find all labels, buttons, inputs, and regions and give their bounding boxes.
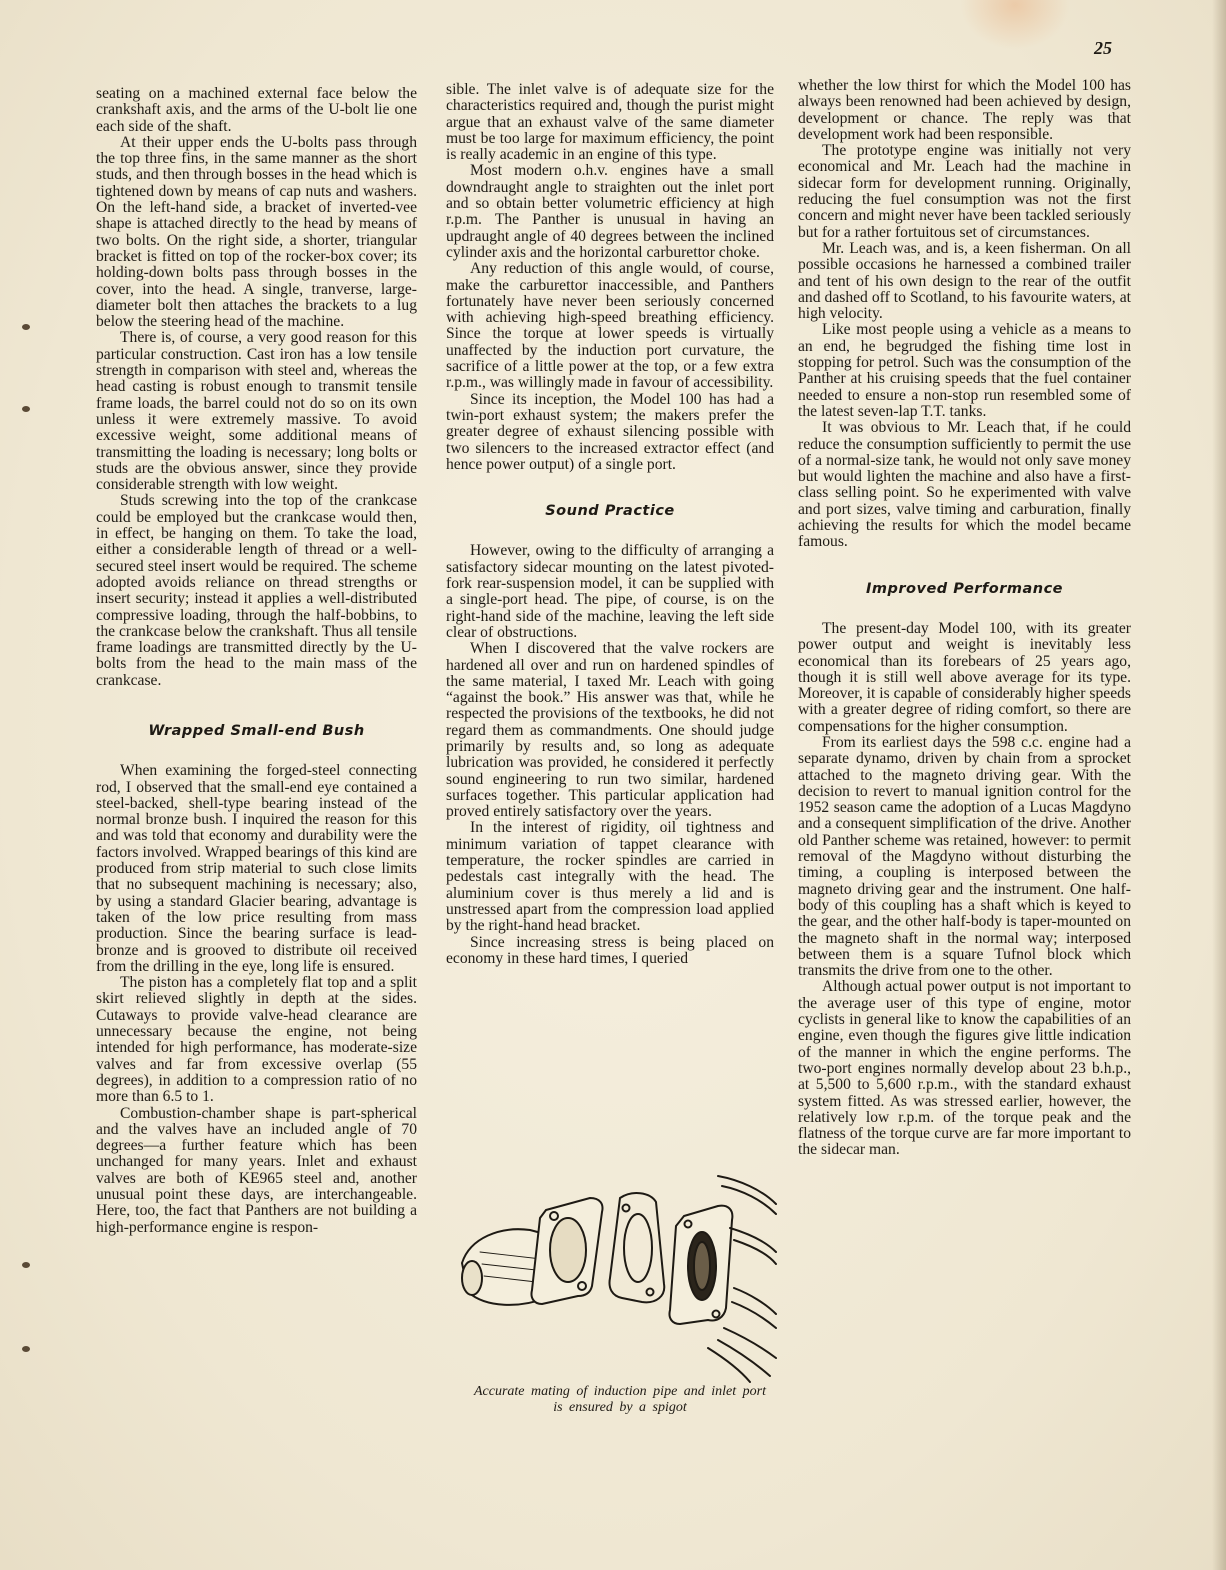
induction-pipe-illustration <box>450 1168 780 1383</box>
paragraph: There is, of course, a very good reason for this particular construction. Cast iron has a low tensile strength in comparison with steel and, whereas the head casting is robust enough to transmit tensile frame loads, the barrel could not do so on its own unless it were extremely massive. To avoid excessive weight, some additional means of transmitting the loading is necessary; long bolts or studs are the obvious answer, since they provide considerable strength with low weight. <box>96 329 417 494</box>
binding-hole-mark <box>22 406 30 412</box>
column-2 <box>446 82 774 967</box>
page-number: 25 <box>1094 38 1112 58</box>
binding-hole-mark <box>22 1262 30 1268</box>
paper-stain <box>960 0 1070 50</box>
paragraph: Like most people using a vehicle as a means to an end, he begrudged the fishing time lost in stopping for petrol. Such was the consumption of the Panther at his cruising speeds that the fuel container needed to ensure a non-stop run resembled some of the latest seven-lap T.T. tanks. <box>798 321 1131 420</box>
section-heading: Sound Practice <box>545 503 675 520</box>
paragraph: Combustion-chamber shape is part-spherical and the valves have an included angle of 70 degrees—a further feature which has been unchanged for many years. Inlet and exhaust valves are both of KE965 steel and, another unusual point these days, are interchangeable. Here, too, the fact that Panthers are not building a high-performance engine is respon- <box>96 1104 417 1236</box>
figure-caption: Accurate mating of induction pipe and inlet port is ensured by a spigot <box>473 1384 767 1415</box>
section-heading: Improved Performance <box>866 580 1063 597</box>
paragraph: seating on a machined external face below the crankshaft axis, and the arms of the U-bolt lie one each side of the shaft. <box>96 85 417 135</box>
paragraph: When examining the forged-steel connecting rod, I observed that the small-end eye contained a steel-backed, shell-type bearing instead of the normal bronze bush. I inquired the reason for this and was told that economy and durability were the factors involved. Wrapped bearings of this kind are produced from strip material to such close limits that no subsequent machining is necessary; also, by using a standard Glacier bearing, advantage is taken of the low price resulting from mass production. Since the bearing surface is lead-bronze and is grooved to distribute oil received from the drilling in the eye, long life is ensured. <box>96 762 417 975</box>
paragraph: When I discovered that the valve rockers are hardened all over and run on hardened spindles of the same material, I taxed Mr. Leach with going “against the book.” His answer was that, while he respected the provisions of the textbooks, he did not regard them as commandments. One should judge primarily by results and, so long as adequate lubrication was provided, he considered it perfectly sound engineering to run two similar, hardened surfaces together. This particular application had proved entirely satisfactory over the years. <box>446 640 774 821</box>
page-edge-shadow <box>1212 0 1226 1570</box>
paragraph: Studs screwing into the top of the crankcase could be employed but the crankcase would then, in effect, be hanging on them. To take the load, either a considerable length of thread or a well-secured steel insert would be required. The scheme adopted avoids reliance on thread strengths or insert security; instead it applies a well-distributed compressive loading, through the half-bobbins, to the crankcase below the crankshaft. Thus all tensile frame loadings are transmitted directly by the U-bolts from the head to the main mass of the crankcase. <box>96 492 417 689</box>
column-3 <box>798 78 1131 1159</box>
paragraph: From its earliest days the 598 c.c. engine had a separate dynamo, driven by chain from a sprocket attached to the magneto driving gear. With the decision to revert to manual ignition control for the 1952 season came the adoption of a Lucas Magdyno and a consequent simplification of the drive. Another old Panther scheme was retained, however: to permit removal of the Magdyno without disturbing the timing, a coupling is interposed between the magneto driving gear and the instrument. One half-body of this coupling has a shaft which is keyed to the gear, and the other half-body is taper-mounted on the magneto shaft in the normal way; interposed between them is a square Tufnol block which transmits the drive from one to the other. <box>798 733 1131 980</box>
paragraph: Since increasing stress is being placed on economy in these hard times, I queried <box>446 933 774 967</box>
paragraph: Most modern o.h.v. engines have a small downdraught angle to straighten out the inlet port and so obtain better volumetric efficiency at high r.p.m. The Panther is unusual in having an updraught angle of 40 degrees between the inclined cylinder axis and the horizontal carburettor choke. <box>446 162 774 261</box>
paragraph: Any reduction of this angle would, of course, make the carburettor inaccessible, and Panthers fortunately have never been seriously concerned with achieving high-speed breathing efficiency. Since the torque at lower speeds is virtually unaffected by the induction port curvature, the sacrifice of a little power at the top, or a few extra r.p.m., was willingly made in favour of accessibility. <box>446 260 774 392</box>
paragraph: The present-day Model 100, with its greater power output and weight is inevitably less economical than its forebears of 25 years ago, though it is still well above average for its type. Moreover, it is capable of considerably higher speeds with a greater degree of riding comfort, so there are compensations for the higher consumption. <box>798 619 1131 735</box>
paragraph: It was obvious to Mr. Leach that, if he could reduce the consumption sufficiently to permit the use of a normal-size tank, he would not only save money but would lighten the machine and also have a first-class selling point. So he experimented with valve and port sizes, valve timing and carburation, finally achieving the results for which the model became famous. <box>798 419 1131 551</box>
paragraph: However, owing to the difficulty of arranging a satisfactory sidecar mounting on the latest pivoted-fork rear-suspension model, it can be supplied with a single-port head. The pipe, of course, is on the right-hand side of the machine, leaving the left side clear of obstructions. <box>446 542 774 641</box>
paragraph: Since its inception, the Model 100 has had a twin-port exhaust system; the makers prefer the greater degree of exhaust silencing possible with two silencers to the increased extractor effect (and hence power output) of a single port. <box>446 390 774 473</box>
paragraph: sible. The inlet valve is of adequate size for the characteristics required and, though the purist might argue that an exhaust valve of the same diameter must be too large for maximum efficiency, the point is really academic in an engine of this type. <box>446 81 774 164</box>
paragraph: The prototype engine was initially not very economical and Mr. Leach had the machine in sidecar form for development running. Originally, reducing the fuel consumption was not the first concern and might never have been tackled seriously but for a rather fortuitous set of circumstances. <box>798 142 1131 241</box>
paragraph: Mr. Leach was, and is, a keen fisherman. On all possible occasions he harnessed a combined trailer and tent of his own design to the rear of the outfit and dashed off to Scotland, to his favourite waters, at high velocity. <box>798 239 1131 323</box>
paragraph: At their upper ends the U-bolts pass through the top three fins, in the same manner as the short studs, and then through bosses in the head which is tightened down by means of cap nuts and washers. On the left-hand side, a bracket of inverted-vee shape is attached directly to the head by means of two bolts. On the right side, a shorter, triangular bracket is fitted on top of the rocker-box cover; its holding-down bolts pass through bosses in the cover, into the head. A single, tranverse, large-diameter bolt then attaches the brackets to a lug below the steering head of the machine. <box>96 133 417 331</box>
paragraph: In the interest of rigidity, oil tightness and minimum variation of tappet clearance with temperature, the rocker spindles are carried in pedestals cast integrally with the head. The aluminium cover is thus merely a lid and is unstressed apart from the compression load applied by the right-hand head bracket. <box>446 819 774 935</box>
binding-hole-mark <box>22 324 30 330</box>
paragraph: Although actual power output is not important to the average user of this type of engine, motor cyclists in general like to know the capabilities of an engine, even though the figures give little indication of the manner in which the engine performs. The two-port engines normally develop about 23 b.h.p., at 5,500 to 5,600 r.p.m., with the standard exhaust system fitted. As was stressed earlier, however, the relatively low r.p.m. of the torque peak and the flatness of the torque curve are far more important to the sidecar man. <box>798 978 1131 1159</box>
column-1 <box>96 86 417 1236</box>
section-heading: Wrapped Small-end Bush <box>148 722 365 739</box>
binding-hole-mark <box>22 1346 30 1352</box>
paragraph: whether the low thirst for which the Model 100 has always been renowned had been achieved by design, development or chance. The reply was that development work had been responsible. <box>798 77 1131 143</box>
paragraph: The piston has a completely flat top and a split skirt relieved slightly in depth at the sides. Cutaways to provide valve-head clearance are unnecessary because the engine, not being intended for high performance, has moderate-size valves and far from excessive overlap (55 degrees), in addition to a compression ratio of no more than 6.5 to 1. <box>96 974 417 1106</box>
